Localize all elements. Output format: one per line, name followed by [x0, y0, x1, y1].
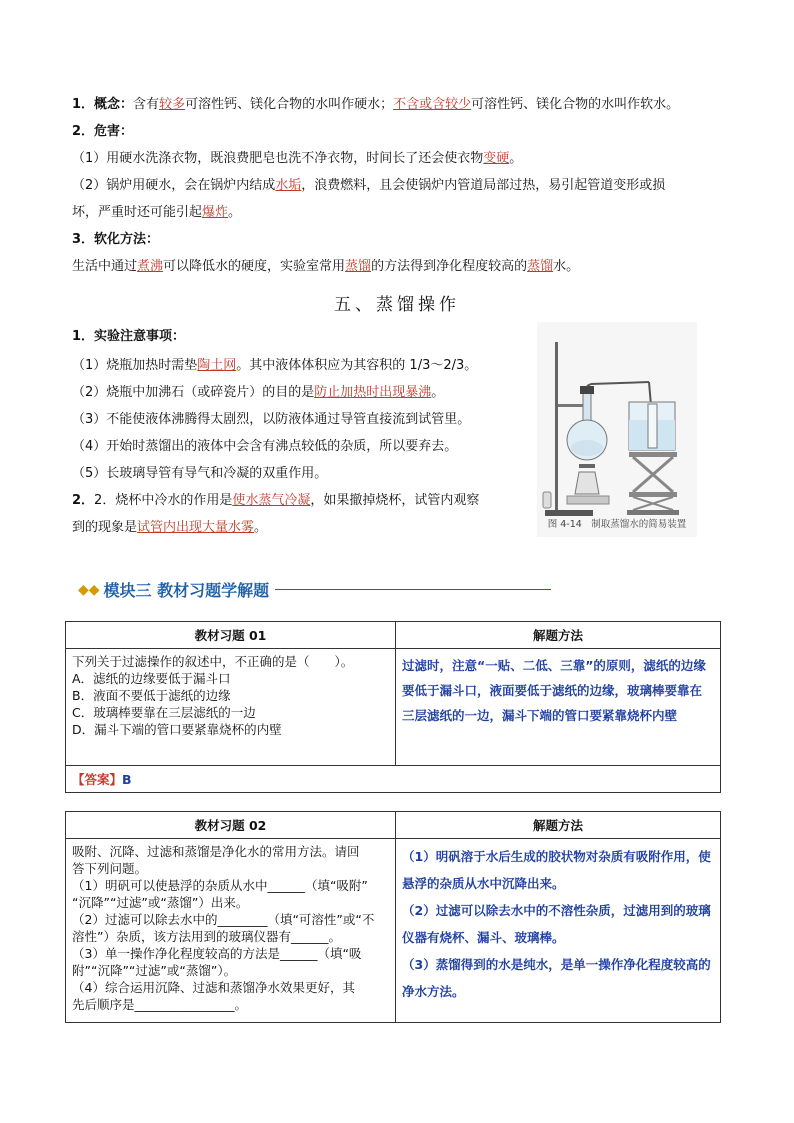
blank-answer: 蒸馏 — [345, 259, 372, 274]
exercise-02-question: 吸附、沉降、过滤和蒸馏是净化水的常用方法。请回 答下列问题。 （1）明矾可以使悬浮的杂质从水中______（填“吸附” “沉降”“过滤”或“蒸馏”）出来。 （2）过滤可以除去水中的________（填“可溶性”或“不 溶性”）杂质，该方法用到的玻璃仪器有______。 （3）单一操作净化程度较高的方法是______（填“吸 附”“沉降”“过滤”或“蒸馏”）。 （4）综合运用沉降、过滤和蒸馏净水效果更好，其 先后顺序是________________。 — [66, 839, 396, 1023]
concept-line: 1．概念：含有较多可溶性钙、镁化合物的水叫作硬水；不含或含较少可溶性钙、镁化合物的水叫作软水。 — [72, 97, 680, 112]
option-d: D．漏斗下端的管口要紧靠烧杯的内壁 — [72, 722, 282, 737]
beaker-note: 2．2．烧杯中冷水的作用是使水蒸气冷凝，如果撤掉烧杯，试管内观察 — [72, 493, 480, 508]
exercise-01-table — [65, 621, 721, 793]
exercise-02-heading: 教材习题 02 — [66, 812, 396, 839]
diamond-icon: ◆◆ — [78, 581, 100, 598]
harm-heading: 2．危害： — [72, 124, 134, 139]
note-item-1: （1）烧瓶加热时需垫陶土网。其中液体体积应为其容积的 1/3～2/3。 — [72, 358, 478, 373]
blank-answer: 试管内出现大量水雾 — [137, 520, 255, 535]
note-item-4: （4）开始时蒸馏出的液体中会含有沸点较低的杂质，所以要弃去。 — [72, 439, 458, 454]
method-heading: 解题方法 — [396, 622, 721, 649]
module-title: 模块三 教材习题学解题 — [103, 581, 270, 600]
blank-answer: 煮沸 — [137, 259, 164, 274]
notes-heading: 1．实验注意事项： — [72, 329, 186, 344]
beaker-note-cont: 到的现象是试管内出现大量水雾。 — [72, 520, 268, 535]
method-heading: 解题方法 — [396, 812, 721, 839]
note-item-2: （2）烧瓶中加沸石（或碎瓷片）的目的是防止加热时出现暴沸。 — [72, 385, 445, 400]
divider-line — [275, 589, 551, 590]
blank-answer: 蒸馏 — [527, 259, 554, 274]
note-item-5: （5）长玻璃导管有导气和冷凝的双重作用。 — [72, 466, 328, 481]
blank-answer: 爆炸 — [202, 205, 229, 220]
blank-answer: 变硬 — [483, 151, 510, 166]
option-b: B．液面不要低于滤纸的边缘 — [72, 688, 231, 703]
blank-answer: 不含或含较少 — [393, 97, 472, 112]
exercise-01-heading: 教材习题 01 — [66, 622, 396, 649]
option-a: A．滤纸的边缘要低于漏斗口 — [72, 671, 231, 686]
figure-caption: 图 4-14 制取蒸馏水的简易装置 — [547, 519, 687, 530]
distillation-apparatus-figure — [537, 322, 697, 537]
exercise-01-method: 过滤时，注意“一贴、二低、三靠”的原则，滤纸的边缘要低于漏斗口，液面要低于滤纸的边缘，玻璃棒要靠在三层滤纸的一边，漏斗下端的管口要紧靠烧杯内壁 — [396, 649, 721, 766]
section-title: 五、蒸馏操作 — [334, 295, 460, 315]
exercise-02-method: （1）明矾溶于水后生成的胶状物对杂质有吸附作用，使悬浮的杂质从水中沉降出来。 （2）过滤可以除去水中的不溶性杂质，过滤用到的玻璃仪器有烧杯、漏斗、玻璃棒。 （3）蒸馏得到的水是纯水，是单一操作净化程度较高的净水方法。 — [396, 839, 721, 1023]
exercise-01-answer: 【答案】B — [66, 766, 721, 793]
harm-item-2-cont: 坏，严重时还可能引起爆炸。 — [72, 205, 242, 220]
blank-answer: 防止加热时出现暴沸 — [314, 385, 432, 400]
blank-answer: 陶土网 — [197, 358, 237, 373]
soften-line: 生活中通过煮沸可以降低水的硬度，实验室常用蒸馏的方法得到净化程度较高的蒸馏水。 — [72, 259, 580, 274]
exercise-01-question: 下列关于过滤操作的叙述中，不正确的是（ ）。 A．滤纸的边缘要低于漏斗口 B．液面不要低于滤纸的边缘 C．玻璃棒要靠在三层滤纸的一边 D．漏斗下端的管口要紧靠烧杯的内壁 — [66, 649, 396, 766]
blank-answer: 较多 — [159, 97, 186, 112]
harm-item-1: （1）用硬水洗涤衣物，既浪费肥皂也洗不净衣物，时间长了还会使衣物变硬。 — [72, 151, 523, 166]
module-header — [78, 578, 551, 601]
soften-heading: 3．软化方法： — [72, 232, 160, 247]
note-item-3: （3）不能使液体沸腾得太剧烈，以防液体通过导管直接流到试管里。 — [72, 412, 471, 427]
exercise-02-table — [65, 811, 721, 1023]
harm-item-2: （2）锅炉用硬水，会在锅炉内结成水垢，浪费燃料，且会使锅炉内管道局部过热，易引起管道变形或损 — [72, 178, 666, 193]
option-c: C．玻璃棒要靠在三层滤纸的一边 — [72, 705, 256, 720]
blank-answer: 水垢 — [275, 178, 302, 193]
blank-answer: 使水蒸气冷凝 — [232, 493, 311, 508]
